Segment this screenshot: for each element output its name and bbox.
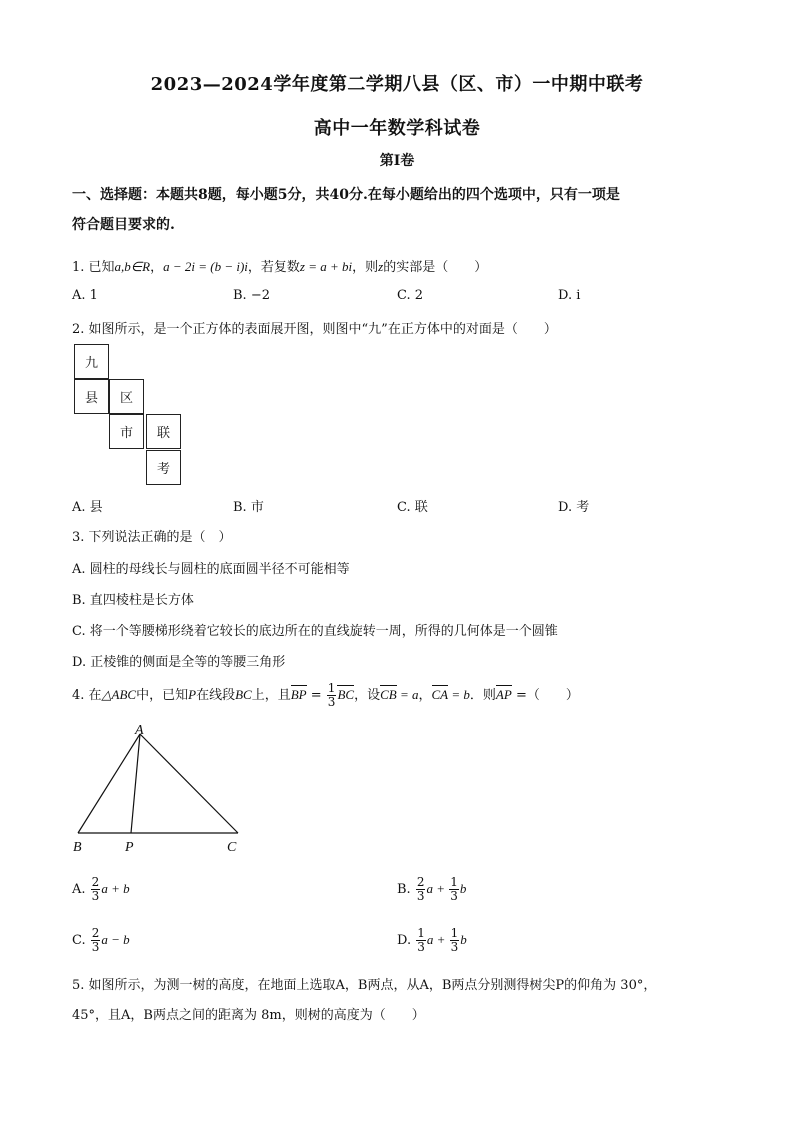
question-1-stem: 1. 已知a,b∈R，a − 2i = (b − i)i，若复数z = a + bi，则z的实部是（ ） <box>72 259 488 275</box>
q2-option-d[interactable]: D. 考 <box>558 500 590 515</box>
section-label: 第Ⅰ卷 <box>379 153 415 169</box>
segment-ap <box>131 734 140 833</box>
net-cell-kao: 考 <box>146 450 181 485</box>
exam-subtitle: 高中一年数学科试卷 <box>313 118 481 139</box>
question-4-stem: 4. 在△ABC中，已知P在线段BC上，且BP = $\frac{1}{3}$ BC，设CB = a，CA = b．则AP =（ ） <box>72 681 579 709</box>
question-5-line-2: 45°，且A，B两点之间的距离为 8m，则树的高度为（ ） <box>72 1008 425 1023</box>
q3-option-d[interactable]: D. 正棱锥的侧面是全等的等腰三角形 <box>72 655 286 670</box>
q2-option-b[interactable]: B. 市 <box>233 500 264 515</box>
question-2-stem: 2. 如图所示，是一个正方体的表面展开图，则图中“九”在正方体中的对面是（ ） <box>72 322 557 337</box>
side-ac <box>140 734 238 833</box>
label-b: B <box>73 840 82 855</box>
q4-option-d[interactable]: D. $\frac{1}{3}$ a + $\frac{1}{3}$ b <box>397 926 467 954</box>
q2-option-a[interactable]: A. 县 <box>72 500 103 515</box>
side-ab <box>78 734 140 833</box>
net-cell-shi: 市 <box>109 414 144 449</box>
q4-option-a[interactable]: A. $\frac{2}{3}$ a + b <box>72 875 130 903</box>
q1-option-b[interactable]: B. −2 <box>233 288 270 303</box>
q3-option-a[interactable]: A. 圆柱的母线长与圆柱的底面圆半径不可能相等 <box>72 562 350 577</box>
q1-option-c[interactable]: C. 2 <box>397 288 424 303</box>
label-c: C <box>227 840 237 855</box>
net-cell-xian: 县 <box>74 379 109 414</box>
q4-option-b[interactable]: B. $\frac{2}{3}$ a + $\frac{1}{3}$ b <box>397 875 467 903</box>
q1-option-a[interactable]: A. 1 <box>72 288 98 303</box>
instructions-line-2: 符合题目要求的. <box>72 217 175 233</box>
net-cell-lian: 联 <box>146 414 181 449</box>
question-5-line-1: 5. 如图所示，为测一树的高度，在地面上选取A，B两点，从A，B两点分别测得树尖P的仰角为 30°， <box>72 978 657 993</box>
label-p: P <box>125 840 134 855</box>
q2-option-c[interactable]: C. 联 <box>397 500 428 515</box>
q3-option-c[interactable]: C. 将一个等腰梯形绕着它较长的底边所在的直线旋转一周，所得的几何体是一个圆锥 <box>72 624 558 639</box>
triangle-figure <box>70 722 250 857</box>
net-cell-jiu: 九 <box>74 344 109 379</box>
q1-option-d[interactable]: D. i <box>558 288 581 303</box>
net-cell-qu: 区 <box>109 379 144 414</box>
q3-option-b[interactable]: B. 直四棱柱是长方体 <box>72 593 194 608</box>
exam-title: 2023—2024学年度第二学期八县（区、市）一中期中联考 <box>150 74 644 95</box>
q4-option-c[interactable]: C. $\frac{2}{3}$ a − b <box>72 926 130 954</box>
label-a: A <box>135 723 144 738</box>
question-3-stem: 3. 下列说法正确的是（ ） <box>72 530 232 545</box>
instructions-line-1: 一、选择题：本题共8题，每小题5分，共40分.在每小题给出的四个选项中，只有一项是 <box>72 187 620 203</box>
